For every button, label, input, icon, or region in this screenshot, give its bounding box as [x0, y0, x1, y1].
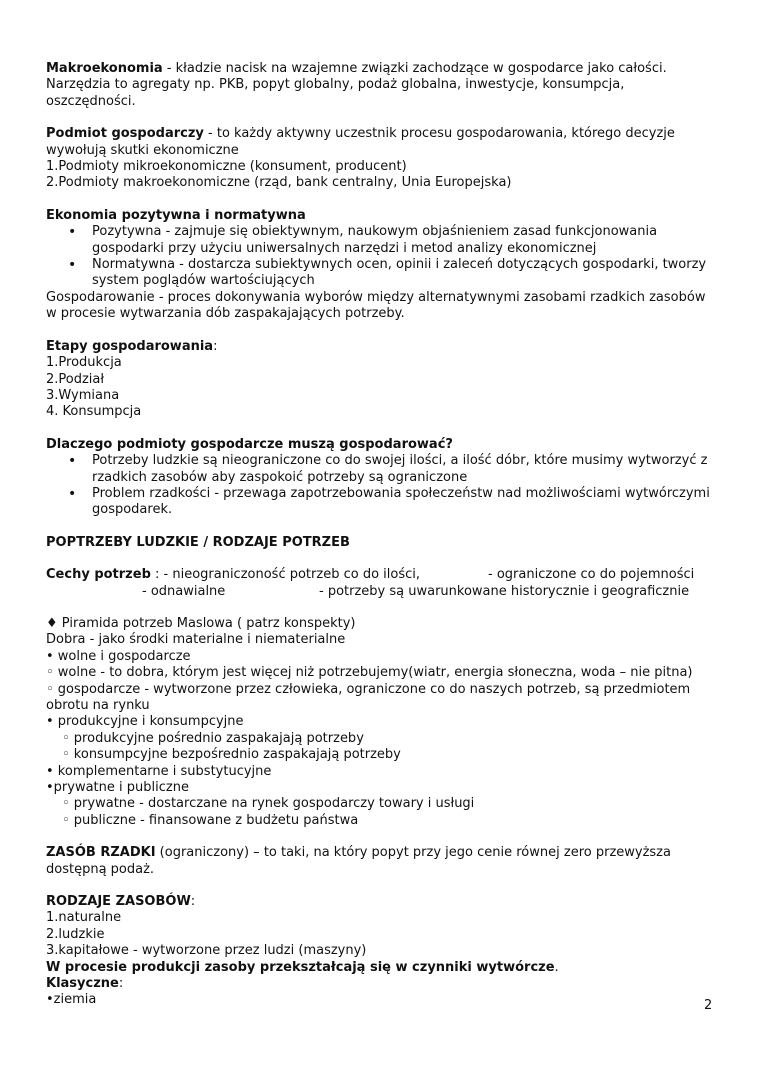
zasob-term: ZASÓB RZADKI — [46, 845, 156, 861]
dobra-line: Dobra - jako środki materialne i niematerialne — [46, 632, 346, 648]
dobra-line: • produkcyjne i konsumpcyjne — [46, 714, 244, 730]
gospodarowanie-definition: Gospodarowanie - proces dokonywania wyborów między alternatywnymi zasobami rzadkich zasobów w procesie wytwarzania dób zaspakajających potrzeby. — [46, 289, 706, 322]
list-item: • Problem rzadkości - przewaga zapotrzebowania społeczeństw nad możliwościami wytwórczymi gospodarek. — [46, 486, 716, 519]
dobra-line: ◦ prywatne - dostarczane na rynek gospodarczy towary i usługi — [62, 796, 475, 812]
list-item: 2.ludzkie — [46, 926, 105, 942]
dobra-line: • komplementarne i substytucyjne — [46, 763, 272, 779]
dobra-line: ◦ gospodarcze - wytworzone przez człowieka, ograniczone co do naszych potrzeb, są przedmiotem obrotu na rynku — [46, 681, 691, 713]
zasob-paragraph: ZASÓB RZADKI (ograniczony) – to taki, na który popyt przy jego cenie równej zero przewyższa dostępną podaż. — [46, 845, 671, 877]
ekonomia-heading: Ekonomia pozytywna i normatywna — [46, 207, 306, 223]
klasyczne-line: Klasyczne: — [46, 976, 124, 992]
w-procesie-line: W procesie produkcji zasoby przekształcają się w czynniki wytwórcze. — [46, 959, 559, 975]
dobra-line: ◦ publiczne - finansowane z budżetu państwa — [62, 812, 359, 828]
list-item: 2.Podział — [46, 371, 105, 387]
list-item: 1.Produkcja — [46, 355, 122, 371]
dobra-line: •prywatne i publiczne — [46, 780, 189, 795]
potrzeby-heading: POPTRZEBY LUDZKIE / RODZAJE POTRZEB — [46, 534, 350, 550]
dobra-line: ◦ produkcyjne pośrednio zaspakajają potrzeby — [62, 730, 364, 746]
list-item: • Potrzeby ludzkie są nieograniczone co do swojej ilości, a ilość dóbr, które musimy wytworzyć z rzadkich zasobów aby zaspokoić potrzeby są ograniczone — [46, 453, 716, 486]
list-item: •ziemia — [46, 992, 97, 1008]
rodzaje-heading: RODZAJE ZASOBÓW: — [46, 894, 196, 910]
list-item: 4. Konsumpcja — [46, 404, 142, 420]
dobra-line: ◦ wolne - to dobra, którym jest więcej niż potrzebujemy(wiatr, energia słoneczna, woda – nie pitna) — [46, 665, 693, 681]
list-item: • Pozytywna - zajmuje się obiektywnym, naukowym objaśnieniem zasad funkcjonowania gospodarki przy użyciu uniwersalnych narzędzi i metod analizy ekonomicznej — [46, 224, 716, 257]
document-page — [46, 61, 716, 1009]
podmiot-paragraph: Podmiot gospodarczy - to każdy aktywny uczestnik procesu gospodarowania, którego decyzje wywołują skutki ekonomiczne — [46, 126, 675, 158]
cechy-row-2: - odnawialne - potrzeby są uwarunkowane historycznie i geograficznie — [142, 583, 690, 599]
list-item: 1.Podmioty mikroekonomiczne (konsument, producent) — [46, 159, 407, 175]
dobra-line: ♦ Piramida potrzeb Maslowa ( patrz konspekty) — [46, 615, 356, 631]
dobra-line: • wolne i gospodarcze — [46, 648, 191, 664]
dlaczego-heading: Dlaczego podmioty gospodarcze muszą gospodarować? — [46, 436, 453, 452]
list-item: 2.Podmioty makroekonomiczne (rząd, bank centralny, Unia Europejska) — [46, 175, 512, 191]
makroekonomia-paragraph: Makroekonomia - kładzie nacisk na wzajemne związki zachodzące w gospodarce jako całości. Narzędzia to agregaty np. PKB, popyt globalny, podaż globalna, inwestycje, konsumpcja, oszczędności. — [46, 61, 667, 109]
etapy-heading: Etapy gospodarowania: — [46, 338, 218, 354]
list-item: 3.Wymiana — [46, 387, 120, 403]
ekonomia-bullets — [46, 224, 716, 290]
dobra-line: ◦ konsumpcyjne bezpośrednio zaspakajają potrzeby — [62, 747, 401, 763]
list-item: 3.kapitałowe - wytworzone przez ludzi (maszyny) — [46, 943, 367, 959]
podmiot-term: Podmiot gospodarczy — [46, 126, 204, 142]
page-number: 2 — [704, 998, 713, 1013]
dlaczego-bullets — [46, 453, 716, 519]
list-item: • Normatywna - dostarcza subiektywnych ocen, opinii i zaleceń dotyczących gospodarki, tworzy system poglądów wartościujących — [46, 257, 716, 290]
makroekonomia-term: Makroekonomia — [46, 61, 163, 76]
cechy-row-1: Cechy potrzeb : - nieograniczoność potrzeb co do ilości, - ograniczone co do pojemności — [46, 567, 695, 583]
cechy-term: Cechy potrzeb — [46, 567, 151, 583]
list-item: 1.naturalne — [46, 910, 122, 926]
